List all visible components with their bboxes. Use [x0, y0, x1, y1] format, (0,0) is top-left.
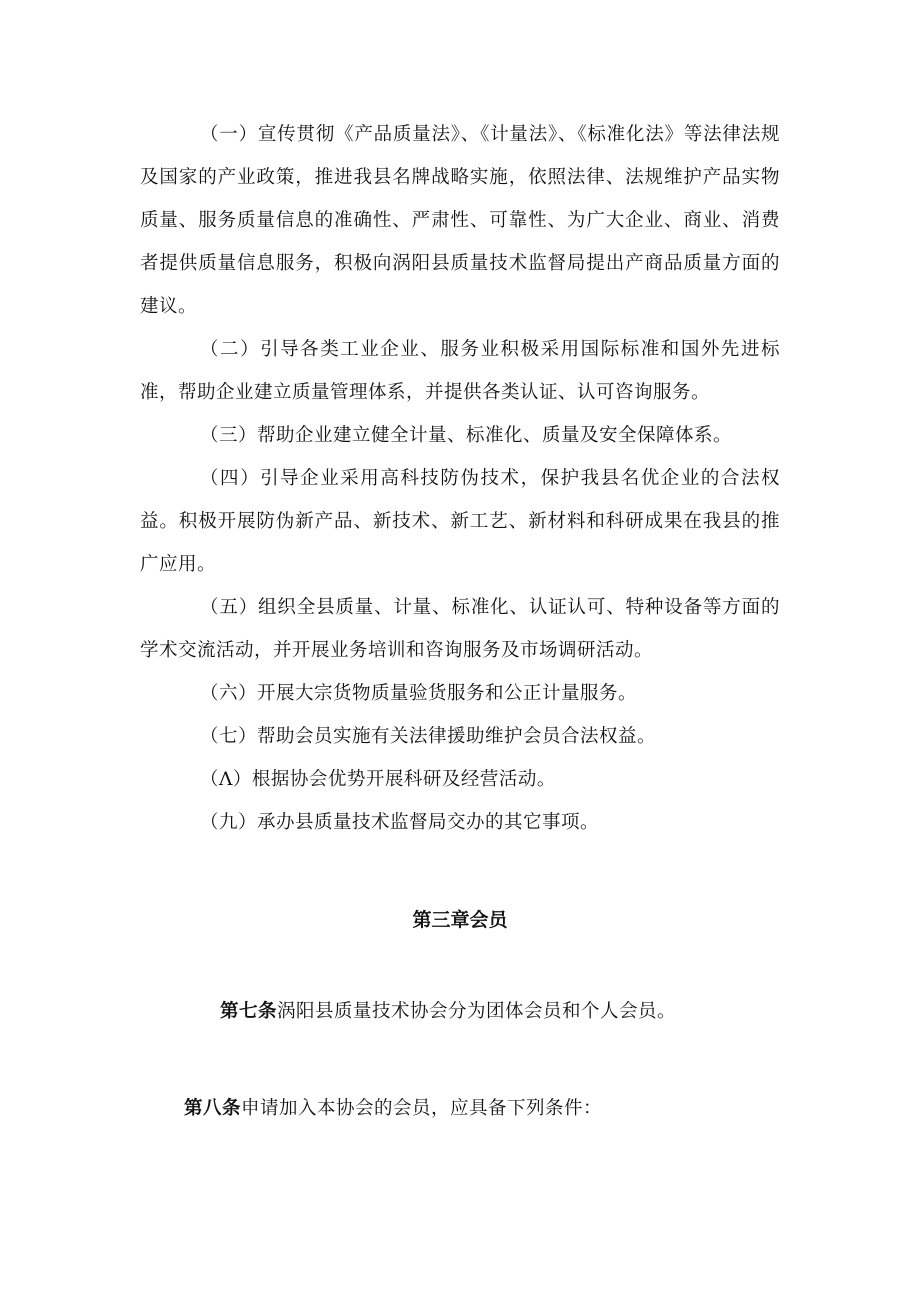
chapter-title: 第三章会员 [412, 909, 508, 931]
item-3: （三）帮助企业建立健全计量、标准化、质量及安全保障体系。 [200, 425, 733, 446]
article-7 [220, 997, 676, 1027]
item-6: （六）开展大宗货物质量验货服务和公正计量服务。 [200, 683, 638, 704]
item-1: （一）宣传贯彻《产品质量法》、《计量法》、《标准化法》等法律法规及国家的产业政策，推进我县名牌战略实施，依照法律、法规维护产品实物质量、服务质量信息的准确性、严肃性、可靠性、为广大企业、商业、消费者提供质量信息服务，积极向涡阳县质量技术监督局提出产商品质量方面的建议。 [140, 124, 780, 317]
item-4: （四）引导企业采用高科技防伪技术，保护我县名优企业的合法权益。积极开展防伪新产品、新技术、新工艺、新材料和科研成果在我县的推广应用。 [140, 468, 780, 575]
article-7-text: 涡阳县质量技术协会分为团体会员和个人会员。 [277, 1001, 677, 1022]
item-9: （九）承办县质量技术监督局交办的其它事项。 [200, 812, 600, 833]
item-8: （Λ）根据协会优势开展科研及经营活动。 [200, 769, 556, 790]
item-5: （五）组织全县质量、计量、标准化、认证认可、特种设备等方面的学术交流活动，并开展业务培训和咨询服务及市场调研活动。 [140, 597, 780, 661]
article-7-label: 第七条 [220, 1001, 278, 1022]
article-8-label: 第八条 [184, 1098, 242, 1119]
item-7: （七）帮助会员实施有关法律援助维护会员合法权益。 [200, 726, 657, 747]
article-8 [184, 1094, 602, 1124]
article-8-text: 申请加入本协会的会员，应具备下列条件： [241, 1098, 603, 1119]
item-2: （二）引导各类工业企业、服务业积极采用国际标准和国外先进标准，帮助企业建立质量管理体系，并提供各类认证、认可咨询服务。 [140, 339, 780, 403]
